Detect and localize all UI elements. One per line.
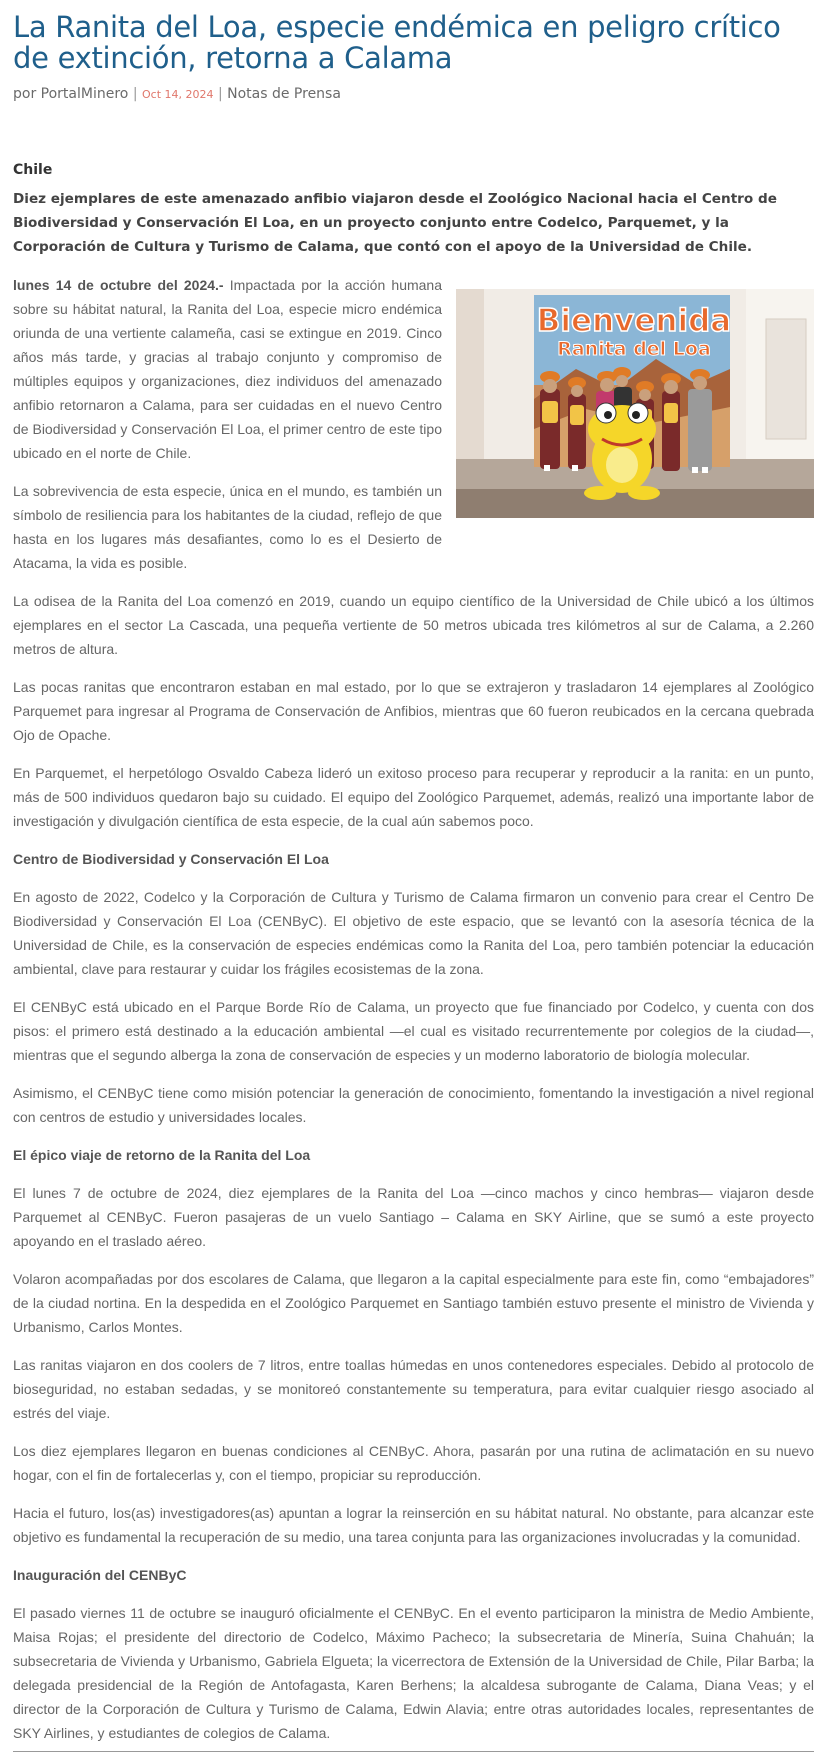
- paragraph-1-text: Impactada por la acción humana sobre su hábitat natural, la Ranita del Loa, especie micro endémica oriunda de una vertiente calameña, casi se extingue en 2019. Cinco años más tarde, y gracias al trabajo conjunto y compromiso de múltiples equipos y organizaciones, diez individuos del amenazado anfibio retornaron a Calama, para ser cuidadas en el nuevo Centro de Biodiversidad y Conservación El Loa, el primer centro de este tipo ubicado en el norte de Chile.: [13, 277, 443, 461]
- paragraph-10: Volaron acompañadas por dos escolares de Calama, que llegaron a la capital especialmente para este fin, como “embajadores” de la ciudad nortina. En la despedida en el Zoológico Parquemet en Santiago también estuvo presente el ministro de Vivienda y Urbanismo, Carlos Montes.: [13, 1271, 814, 1335]
- author-link[interactable]: PortalMinero: [40, 86, 129, 102]
- meta-separator: |: [128, 86, 142, 102]
- paragraph-12: Los diez ejemplares llegaron en buenas condiciones al CENByC. Ahora, pasarán por una rutina de aclimatación en su nuevo hogar, con el fin de fortalecerlas y, con el tiempo, propiciar su reproducción.: [13, 1443, 814, 1483]
- paragraph-8: Asimismo, el CENByC tiene como misión potenciar la generación de conocimiento, fomentando la investigación a nivel regional con centros de estudio y universidades locales.: [13, 1085, 814, 1125]
- section-heading-centro: Centro de Biodiversidad y Conservación El Loa: [13, 851, 329, 867]
- country-label: Chile: [13, 162, 53, 178]
- paragraph-6: En agosto de 2022, Codelco y la Corporación de Cultura y Turismo de Calama firmaron un convenio para crear el Centro De Biodiversidad y Conservación El Loa (CENByC). El objetivo de este espacio, que se levantó con la asesoría técnica de la Universidad de Chile, es la conservación de especies endémicas como la Ranita del Loa, pero también potenciar la educación ambiental, clave para restaurar y cuidar los frágiles ecosistemas de la zona.: [13, 889, 814, 977]
- paragraph-4: Las pocas ranitas que encontraron estaban en mal estado, por lo que se extrajeron y trasladaron 14 ejemplares al Zoológico Parquemet para ingresar al Programa de Conservación de Anfibios, mientras que 60 fueron reubicados en la cercana quebrada Ojo de Opache.: [13, 679, 814, 743]
- article-title: La Ranita del Loa, especie endémica en peligro crítico de extinción, retorna a Calama: [13, 10, 781, 75]
- section-heading-inauguracion: Inauguración del CENByC: [13, 1567, 187, 1583]
- author-prefix: por: [13, 86, 41, 102]
- banner-subtitle: Ranita del Loa: [557, 338, 711, 360]
- category-link[interactable]: Notas de Prensa: [227, 86, 341, 102]
- paragraph-14: El pasado viernes 11 de octubre se inauguró oficialmente el CENByC. En el evento participaron la ministra de Medio Ambiente, Maisa Rojas; el presidente del directorio de Codelco, Máximo Pacheco; la subsecretaria de Minería, Suina Chahuán; la subsecretaria de Vivienda y Urbanismo, Gabriela Elgueta; la vicerrectora de Extensión de la Universidad de Chile, Pilar Barba; la delegada presidencial de la Región de Antofagasta, Karen Berhens; la alcaldesa subrogante de Calama, Diana Veas; y el director de la Corporación de Cultura y Turismo de Calama, Edwin Alavia; entre otras autoridades locales, representantes de SKY Airlines, y estudiantes de colegios de Calama.: [13, 1605, 814, 1741]
- paragraph-1-date: lunes 14 de octubre del 2024.-: [13, 277, 224, 293]
- article-meta: [13, 86, 814, 102]
- meta-separator: |: [213, 86, 228, 102]
- section-heading-viaje: El épico viaje de retorno de la Ranita del Loa: [13, 1147, 311, 1163]
- paragraph-2: La sobrevivencia de esta especie, única en el mundo, es también un símbolo de resiliencia para los habitantes de la ciudad, reflejo de que hasta en los lugares más desafiantes, como lo es el Desierto de Atacama, la vida es posible.: [13, 483, 442, 571]
- article-photo: [456, 289, 814, 518]
- paragraph-3: La odisea de la Ranita del Loa comenzó en 2019, cuando un equipo científico de la Universidad de Chile ubicó a los últimos ejemplares en el sector La Cascada, una pequeña vertiente de 50 metros ubicada tres kilómetros al sur de Calama, a 2.260 metros de altura.: [13, 593, 814, 657]
- paragraph-7: El CENByC está ubicado en el Parque Borde Río de Calama, un proyecto que fue financiado por Codelco, y cuenta con dos pisos: el primero está destinado a la educación ambiental —el cual es visitado recurrentemente por colegios de la ciudad—, mientras que el segundo alberga la zona de conservación de especies y un moderno laboratorio de biología molecular.: [13, 999, 814, 1063]
- paragraph-11: Las ranitas viajaron en dos coolers de 7 litros, entre toallas húmedas en unos contenedores especiales. Debido al protocolo de bioseguridad, no estaban sedadas, y se monitoreó constantemente su temperatura, para evitar cualquier riesgo asociado al estrés del viaje.: [13, 1357, 814, 1421]
- paragraph-13: Hacia el futuro, los(as) investigadores(as) apuntan a lograr la reinserción en su hábitat natural. No obstante, para alcanzar este objetivo es fundamental la recuperación de su medio, una tarea conjunta para las organizaciones involucradas y la comunidad.: [13, 1505, 814, 1545]
- article-date: Oct 14, 2024: [142, 88, 214, 101]
- paragraph-9: El lunes 7 de octubre de 2024, diez ejemplares de la Ranita del Loa —cinco machos y cinco hembras— viajaron desde Parquemet al CENByC. Fueron pasajeras de un vuelo Santiago – Calama en SKY Airline, que se sumó a este proyecto apoyando en el traslado aéreo.: [13, 1185, 814, 1249]
- banner-title: Bienvenida: [536, 303, 732, 339]
- article-lead: Diez ejemplares de este amenazado anfibio viajaron desde el Zoológico Nacional hacia el Centro de Biodiversidad y Conservación El Loa, en un proyecto conjunto entre Codelco, Parquemet, y la Corporación de Cultura y Turismo de Calama, que contó con el apoyo de la Universidad de Chile.: [13, 191, 777, 255]
- paragraph-5: En Parquemet, el herpetólogo Osvaldo Cabeza lideró un exitoso proceso para recuperar y reproducir a la ranita: en un punto, más de 500 individuos quedaron bajo su cuidado. El equipo del Zoológico Parquemet, además, realizó una importante labor de investigación y divulgación científica de esta especie, de la cual aún sabemos poco.: [13, 765, 814, 829]
